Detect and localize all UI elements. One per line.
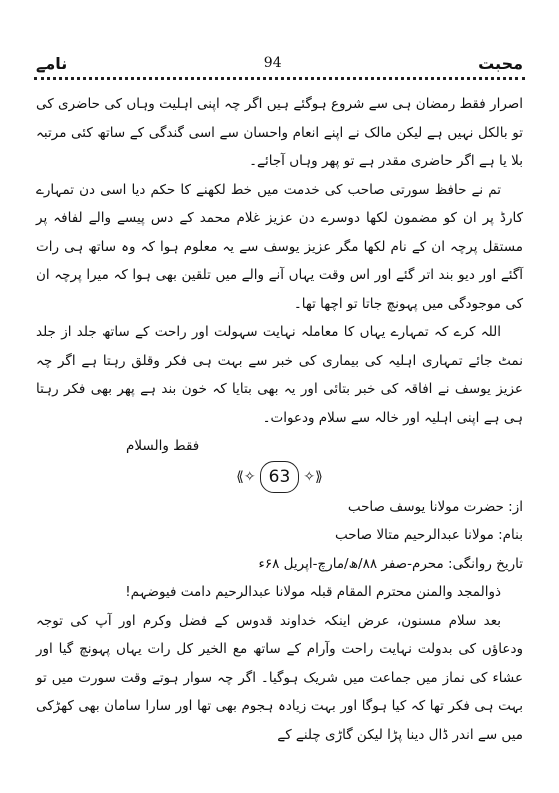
header-right-title: محبت [478, 53, 523, 73]
letter-number: 63 [260, 461, 300, 494]
letter-number-ornament [36, 461, 523, 491]
paragraph-1: اصرار فقط رمضان ہی سے شروع ہوگئے ہیں اگر چہ اپنی اہلیت وہاں کی حاضری کی تو بالکل نہیں ہے لیکن مالک نے اپنے انعام واحسان سے اسی گندگی کے ساتھ کئی مرتبہ بلا یا ہے اگر حاضری مقدر ہے تو پھر وہاں آجائے۔ [36, 96, 523, 169]
header-dotted-divider [34, 77, 525, 80]
date-line: تاریخ روانگی: محرم-صفر ۸۸/ھ/مارچ-اپریل ۶۸ء [258, 555, 523, 572]
salutation-line: ذوالمجد والمنن محترم المقام قبلہ مولانا عبدالرحیم دامت فیوضہم! [125, 584, 501, 600]
final-paragraph: بعد سلام مسنون، عرض اینکہ خداوند قدوس کے فضل وکرم اور آپ کی توجہ ودعاؤں کی بدولت نہایت راحت وآرام کے ساتھ مع الخیر کل رات یہاں پہونچ گیا اور عشاء کی نماز میں جماعت میں شریک ہوگیا۔ اگر چہ سوار ہوتے وقت سورت میں تو بہت ہی فکر تھا کہ کیا ہوگا اور بہت زیادہ ہجوم بھی تھا اور سارا سامان بھی کھڑکی میں سے اندر ڈال دینا پڑا لیکن گاڑی چلنے کے [36, 612, 523, 743]
closing-text: فقط والسلام [126, 438, 200, 454]
from-line: از: حضرت مولانا یوسف صاحب [347, 498, 523, 515]
to-line: بنام: مولانا عبدالرحیم متالا صاحب [334, 527, 523, 543]
ornament-left-icon: ⟪✧ [236, 468, 256, 485]
header-left-title: نامے [36, 53, 68, 73]
letter-meta [36, 493, 523, 607]
page-number: 94 [263, 55, 282, 71]
ornament-right-icon: ✧⟫ [303, 468, 323, 485]
paragraph-3: اللہ کرے کہ تمہارے یہاں کا معاملہ نہایت سہولت اور راحت کے ساتھ جلد از جلد نمٹ جائے تمہاری اہلیہ کی بیماری کی خبر سے بہت ہی فکر وقلق رہتا ہے اگر چہ عزیز یوسف نے افاقہ کی خبر بتائی اور یہ بھی بتایا کہ خون بند ہے پھر بھی فکر رہتا ہی ہے اپنی اہلیہ اور خالہ سے سلام ودعوات۔ [36, 324, 523, 426]
page-body [36, 90, 523, 749]
page-header [36, 50, 523, 76]
paragraph-2: تم نے حافظ سورتی صاحب کی خدمت میں خط لکھنے کا حکم دیا اسی دن تمہارے کارڈ پر ان کو مضمون لکھا دوسرے دن عزیز غلام محمد کے دس پیسے والے لفافہ پر مستقل پرچہ ان کے نام لکھا مگر عزیز یوسف سے یہ معلوم ہوا کہ وہ ساتھ ہی رات آگئے اور دیو بند اتر گئے اور اس وقت یہاں آنے والے میں تلقین بھی ہوا کہ میرا پرچہ ان کی موجودگی میں پہونچ جاتا تو اچھا تھا۔ [36, 181, 523, 312]
